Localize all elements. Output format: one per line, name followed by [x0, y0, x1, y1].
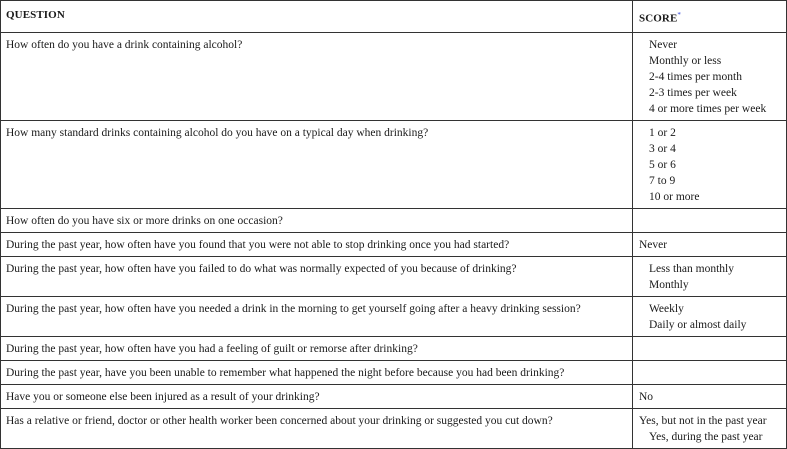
question-cell: During the past year, how often have you had a feeling of guilt or remorse after drinking? [1, 337, 633, 361]
question-cell: Have you or someone else been injured as a result of your drinking? [1, 385, 633, 409]
question-cell: How often do you have six or more drinks on one occasion? [1, 209, 633, 233]
score-cell [633, 121, 787, 209]
score-cell [633, 257, 787, 297]
score-option: Yes, during the past year [649, 431, 763, 443]
score-cell [633, 209, 787, 233]
table-row [1, 385, 787, 409]
table-row [1, 337, 787, 361]
score-option: 4 or more times per week [649, 103, 767, 115]
score-cell [633, 297, 787, 337]
table-row [1, 361, 787, 385]
score-cell [633, 33, 787, 121]
score-cell [633, 385, 787, 409]
table-row [1, 409, 787, 449]
question-cell: During the past year, how often have you found that you were not able to stop drinking once you had started? [1, 233, 633, 257]
score-option: Weekly [649, 303, 684, 315]
score-footnote-marker: * [677, 11, 682, 19]
question-cell: During the past year, how often have you needed a drink in the morning to get yourself going after a heavy drinking session? [1, 297, 633, 337]
table-row [1, 257, 787, 297]
score-cell [633, 409, 787, 449]
question-cell: How often do you have a drink containing alcohol? [1, 33, 633, 121]
score-option: 3 or 4 [649, 143, 676, 155]
score-option: 2-3 times per week [649, 87, 737, 99]
score-column-header [633, 1, 787, 33]
question-cell: How many standard drinks containing alcohol do you have on a typical day when drinking? [1, 121, 633, 209]
question-column-header: QUESTION [1, 1, 633, 33]
score-header-label: SCORE [639, 12, 678, 25]
score-option: Less than monthly [649, 263, 734, 275]
score-option: 10 or more [649, 191, 700, 203]
question-cell: During the past year, have you been unable to remember what happened the night before because you had been drinking? [1, 361, 633, 385]
score-option: Yes, but not in the past year [639, 415, 767, 427]
table-row [1, 233, 787, 257]
score-option: Never [649, 39, 678, 51]
table-row [1, 297, 787, 337]
question-cell: During the past year, how often have you failed to do what was normally expected of you because of drinking? [1, 257, 633, 297]
score-option: 2-4 times per month [649, 71, 742, 83]
score-cell [633, 361, 787, 385]
score-option: Monthly [649, 279, 689, 291]
score-option: Never [639, 239, 668, 251]
score-option: 7 to 9 [649, 175, 676, 187]
score-option: No [639, 391, 654, 403]
score-cell [633, 233, 787, 257]
table-row [1, 209, 787, 233]
score-option: Daily or almost daily [649, 319, 747, 331]
question-cell: Has a relative or friend, doctor or other health worker been concerned about your drinking or suggested you cut down? [1, 409, 633, 449]
table-row [1, 121, 787, 209]
score-option: 5 or 6 [649, 159, 676, 171]
table-header-row [1, 1, 787, 33]
table-row [1, 33, 787, 121]
score-option: 1 or 2 [649, 127, 676, 139]
score-cell [633, 337, 787, 361]
score-option: Monthly or less [649, 55, 722, 67]
